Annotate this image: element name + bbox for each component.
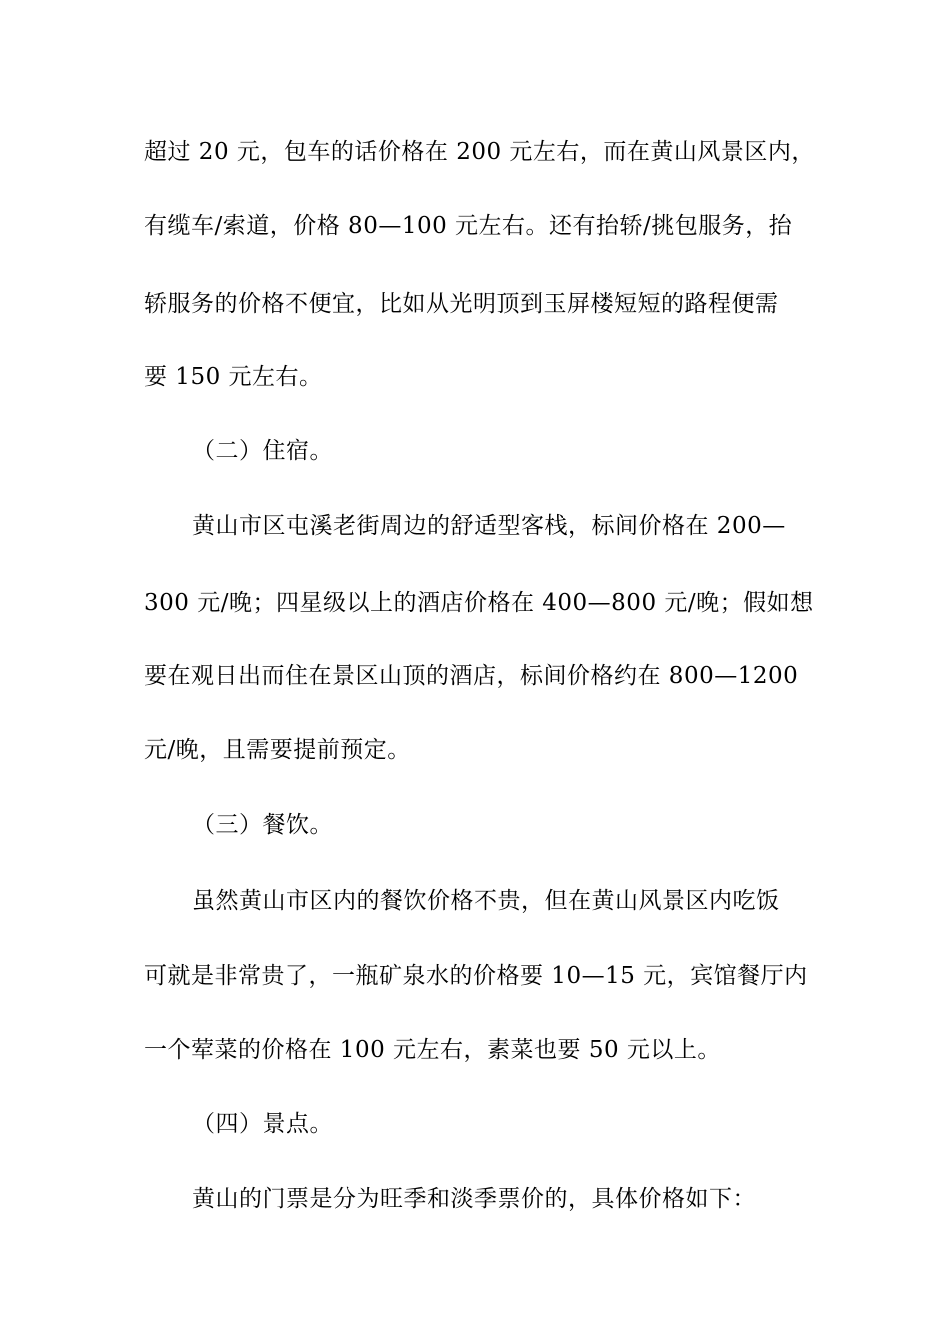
section-heading-lodging: （二）住宿。 bbox=[192, 438, 333, 464]
text-line: 要在观日出而住在景区山顶的酒店，标间价格约在 800—1200 bbox=[144, 663, 799, 689]
text-line: 有缆车/索道，价格 80—100 元左右。还有抬轿/挑包服务，抬 bbox=[144, 213, 793, 239]
section-heading-attractions: （四）景点。 bbox=[192, 1111, 333, 1137]
text-line: 黄山的门票是分为旺季和淡季票价的，具体价格如下： bbox=[192, 1186, 756, 1212]
text-line: 300 元/晚；四星级以上的酒店价格在 400—800 元/晚；假如想 bbox=[144, 590, 814, 616]
text-line: 超过 20 元，包车的话价格在 200 元左右，而在黄山风景区内， bbox=[144, 139, 815, 165]
text-line: 元/晚，且需要提前预定。 bbox=[144, 737, 411, 763]
text-line: 虽然黄山市区内的餐饮价格不贵，但在黄山风景区内吃饭 bbox=[192, 888, 780, 914]
text-line: 轿服务的价格不便宜，比如从光明顶到玉屏楼短短的路程便需 bbox=[144, 291, 779, 317]
text-line: 一个荤菜的价格在 100 元左右，素菜也要 50 元以上。 bbox=[144, 1037, 721, 1063]
text-line: 可就是非常贵了，一瓶矿泉水的价格要 10—15 元，宾馆餐厅内 bbox=[144, 963, 808, 989]
text-line: 要 150 元左右。 bbox=[144, 364, 323, 390]
section-heading-dining: （三）餐饮。 bbox=[192, 812, 333, 838]
text-line: 黄山市区屯溪老街周边的舒适型客栈，标间价格在 200— bbox=[192, 513, 786, 539]
